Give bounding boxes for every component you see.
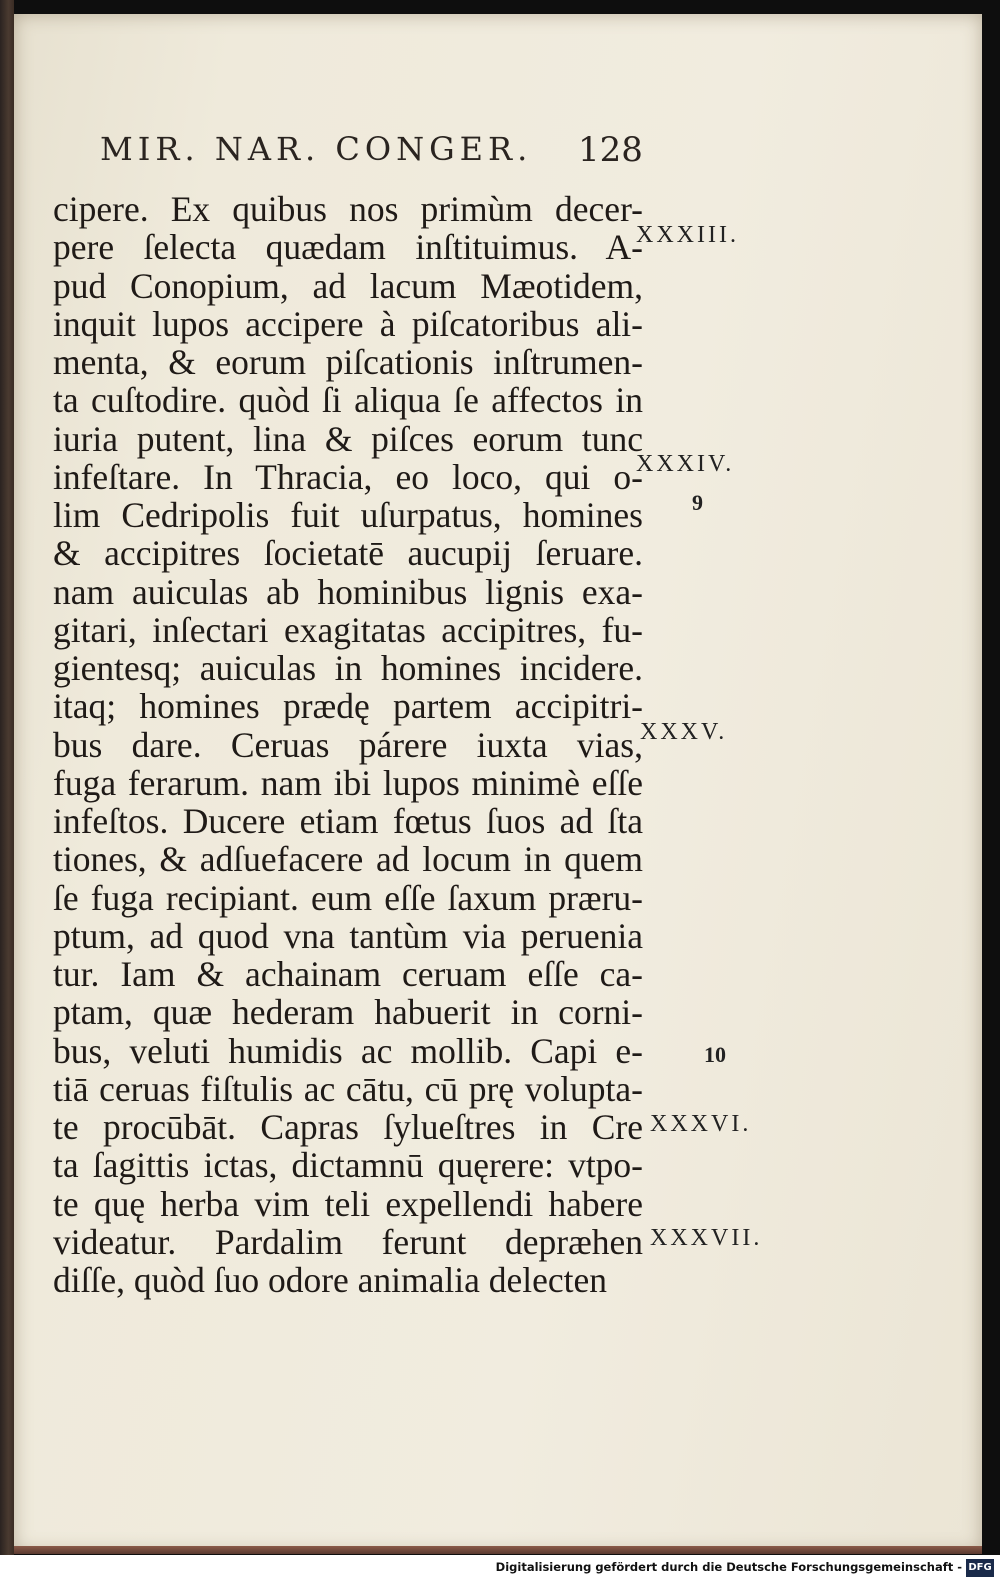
text-line: ſe fuga recipiant. eum eſſe ſaxum præru- [53,877,643,918]
text-line: infeſtare. In Thracia, eo loco, qui o- [53,456,643,497]
text-line: videatur. Pardalim ferunt depræhen [53,1221,643,1262]
footer-credit: Digitalisierung gefördert durch die Deutsche Forschungsgemeinschaft - [495,1560,962,1574]
text-line: ta cuſtodire. quòd ſi aliqua ſe affectos in [53,380,643,421]
text-line: itaq; homines prædę partem accipitri- [53,686,643,727]
body-text [53,190,643,1299]
text-line: lim Cedripolis fuit uſurpatus, homines [53,495,643,535]
text-line: nam auiculas ab hominibus lignis exa- [53,571,643,612]
text-line: diſſe, quòd ſuo odore animalia delecten [53,1260,608,1300]
text-line: fuga ferarum. nam ibi lupos minimè eſſe [53,762,643,803]
text-line: tiā ceruas fiſtulis ac cātu, cū prę volupta- [53,1068,643,1109]
digitization-footer [0,1555,1000,1583]
text-line: inquit lupos accipere à piſcatoribus ali- [53,303,643,344]
text-line: tiones, & adſuefacere ad locum in quem [53,839,643,880]
text-line: pere ſelecta quædam inſtituimus. A- [53,227,643,268]
text-line: bus, veluti humidis ac mollib. Capi e- [53,1030,643,1071]
text-line: bus dare. Ceruas párere iuxta vias, [53,724,643,765]
margin-note-number: 10 [704,1042,726,1067]
page-bottom-edge [14,1546,982,1554]
text-line: gientesq; auiculas in homines incidere. [53,648,643,688]
text-line: tur. Iam & achainam ceruam eſſe ca- [53,954,643,994]
text-line: iuria putent, lina & piſces eorum tunc [53,418,643,459]
margin-note-chapter: XXXIII. [636,222,739,248]
text-line: ptum, ad quod vna tantùm via peruenia [53,915,643,956]
margin-note-chapter: XXXIV. [636,451,735,477]
text-line: cipere. Ex quibus nos primùm decer- [53,189,643,229]
text-line: infeſtos. Ducere etiam fœtus ſuos ad ſta [53,801,643,841]
text-line: menta, & eorum piſcationis inſtrumen- [53,342,643,382]
text-line: & accipitres ſocietatē aucupij ſeruare. [53,533,643,574]
text-line: ta ſagittis ictas, dictamnū quęrere: vtpo- [53,1145,643,1186]
running-head: MIR. NAR. CONGER. [100,130,533,168]
margin-note-chapter: XXXVI. [650,1111,752,1137]
text-line: pud Conopium, ad lacum Mæotidem, [53,265,643,306]
margin-note-number: 9 [692,490,703,515]
dfg-logo: DFG [966,1559,994,1577]
text-line: te quę herba vim teli expellendi habere [53,1183,643,1224]
text-line: ptam, quæ hederam habuerit in corni- [53,992,643,1033]
margin-note-chapter: XXXVII. [650,1225,763,1251]
text-line: gitari, inſectari exagitatas accipitres, fu- [53,609,643,650]
book-spine-edge [0,0,14,1583]
text-line: te procūbāt. Capras ſylueſtres in Cre [53,1107,643,1147]
margin-note-chapter: XXXV. [640,719,728,745]
page-number: 128 [578,130,643,170]
